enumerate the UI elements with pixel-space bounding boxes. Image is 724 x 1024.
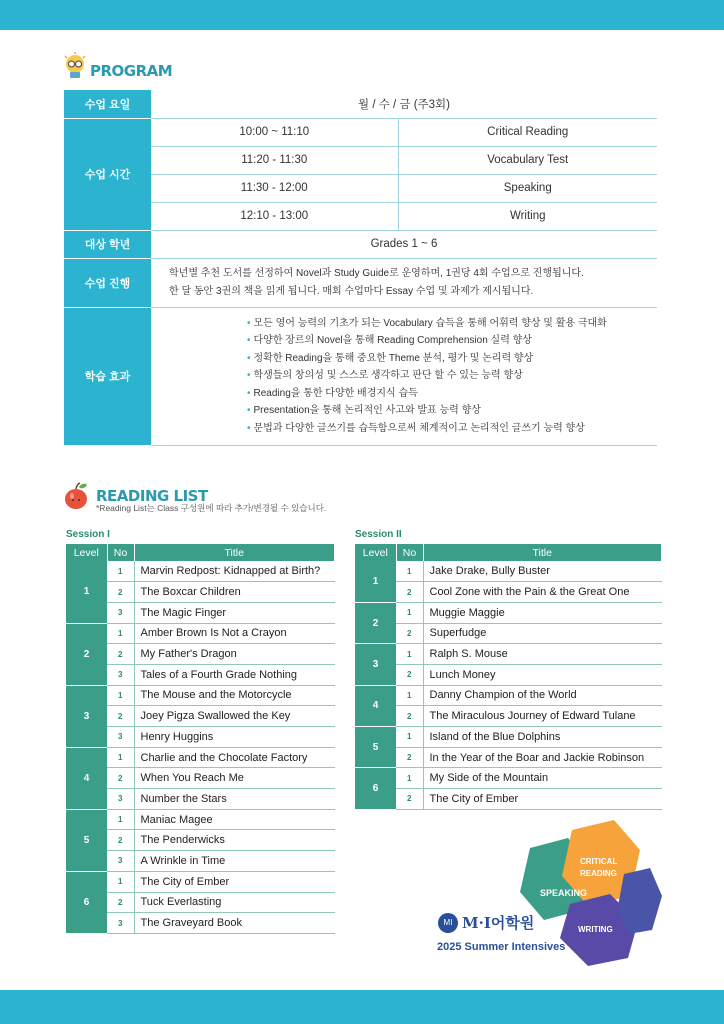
level-cell: 4 [355, 685, 396, 726]
progress-line: 한 달 동안 3권의 책을 읽게 됩니다. 매회 수업마다 Essay 수업 및 과제가 제시됩니다. [169, 285, 534, 297]
table-row [66, 871, 335, 892]
time-slot: 11:30 - 12:00 [151, 174, 398, 202]
table-row [66, 685, 335, 706]
time-slot: 10:00 ~ 11:10 [151, 118, 398, 146]
table-row [66, 809, 335, 830]
level-cell: 4 [66, 747, 107, 809]
number-cell: 2 [396, 623, 423, 644]
number-cell: 3 [107, 664, 134, 685]
number-cell: 2 [107, 582, 134, 603]
program-heading [62, 52, 172, 82]
time-slot: 11:20 - 11:30 [151, 146, 398, 174]
table-row [66, 789, 335, 810]
number-cell: 1 [107, 561, 134, 582]
number-cell: 3 [107, 789, 134, 810]
table-row [66, 768, 335, 789]
table-row [66, 561, 335, 582]
book-title: Cool Zone with the Pain & the Great One [423, 582, 662, 603]
level-cell: 2 [355, 602, 396, 643]
book-title: Danny Champion of the World [423, 685, 662, 706]
number-cell: 2 [396, 582, 423, 603]
session1-table [66, 544, 335, 934]
number-cell: 2 [107, 644, 134, 665]
time-subject: Writing [398, 202, 657, 230]
book-title: Superfudge [423, 623, 662, 644]
session1-title: Session I [66, 529, 110, 540]
book-title: Lunch Money [423, 664, 662, 685]
lightbulb-icon [62, 52, 88, 82]
table-row [66, 851, 335, 872]
book-title: Marvin Redpost: Kidnapped at Birth? [134, 561, 335, 582]
apple-icon [62, 480, 94, 512]
table-row [355, 768, 662, 789]
number-cell: 3 [107, 851, 134, 872]
book-title: The City of Ember [423, 789, 662, 810]
level-header: Level [66, 544, 107, 561]
table-row [66, 644, 335, 665]
book-title: Ralph S. Mouse [423, 644, 662, 665]
list-item: • 정확한 Reading을 통해 중요한 Theme 분석, 평가 및 논리력 향상 [247, 352, 534, 364]
number-cell: 1 [107, 623, 134, 644]
time-subject: Critical Reading [398, 118, 657, 146]
table-row [66, 582, 335, 603]
level-cell: 6 [66, 871, 107, 933]
book-title: When You Reach Me [134, 768, 335, 789]
brand-subtitle: 2025 Summer Intensives [437, 941, 566, 953]
program-table [64, 90, 657, 446]
table-row [66, 892, 335, 913]
list-item: • Presentation을 통해 논리적인 사고와 발표 능력 향상 [247, 405, 481, 417]
number-cell: 3 [107, 913, 134, 934]
table-row [66, 664, 335, 685]
speaking-label: SPEAKING [540, 888, 588, 898]
table-row [355, 727, 662, 748]
level-cell: 5 [355, 727, 396, 768]
book-title: The Boxcar Children [134, 582, 335, 603]
number-cell: 1 [107, 809, 134, 830]
table-row [355, 664, 662, 685]
time-label: 수업 시간 [64, 118, 151, 230]
table-row [355, 685, 662, 706]
table-row [355, 789, 662, 810]
effect-list [151, 309, 657, 444]
number-cell: 1 [107, 747, 134, 768]
table-row [355, 602, 662, 623]
book-title: The Penderwicks [134, 830, 335, 851]
book-title: Maniac Magee [134, 809, 335, 830]
table-row [66, 913, 335, 934]
progress-label: 수업 진행 [64, 258, 151, 307]
reading-title: READING LIST [96, 487, 208, 505]
table-row [355, 582, 662, 603]
level-cell: 3 [355, 644, 396, 685]
critical-label-1: CRITICAL [580, 857, 618, 866]
time-subject: Speaking [398, 174, 657, 202]
time-slot: 12:10 - 13:00 [151, 202, 398, 230]
book-title: A Wrinkle in Time [134, 851, 335, 872]
no-header: No [396, 544, 423, 561]
level-cell: 3 [66, 685, 107, 747]
critical-label-2: READING [580, 869, 617, 878]
top-band [0, 0, 724, 30]
table-row [355, 623, 662, 644]
number-cell: 2 [107, 706, 134, 727]
book-title: Amber Brown Is Not a Crayon [134, 623, 335, 644]
number-cell: 1 [396, 602, 423, 623]
table-row [66, 602, 335, 623]
effect-label: 학습 효과 [64, 307, 151, 445]
logo-mark: MI [438, 913, 458, 933]
list-item: • 문법과 다양한 글쓰기를 습득함으로써 체계적이고 논리적인 글쓰기 능력 향상 [247, 422, 585, 434]
table-row [66, 747, 335, 768]
book-title: The Miraculous Journey of Edward Tulane [423, 706, 662, 727]
number-cell: 3 [107, 727, 134, 748]
no-header: No [107, 544, 134, 561]
progress-text [151, 258, 657, 307]
logo-text: M·I어학원 [462, 914, 535, 932]
title-header: Title [134, 544, 335, 561]
level-cell: 1 [355, 561, 396, 602]
progress-line: 학년별 추천 도서를 선정하여 Novel과 Study Guide로 운영하며, 1권당 4회 수업으로 진행됩니다. [169, 267, 584, 279]
book-title: Island of the Blue Dolphins [423, 727, 662, 748]
book-title: The Graveyard Book [134, 913, 335, 934]
book-title: Tuck Everlasting [134, 892, 335, 913]
number-cell: 2 [107, 892, 134, 913]
table-row [66, 623, 335, 644]
number-cell: 1 [107, 685, 134, 706]
book-title: The Mouse and the Motorcycle [134, 685, 335, 706]
level-cell: 1 [66, 561, 107, 623]
level-cell: 2 [66, 623, 107, 685]
book-title: In the Year of the Boar and Jackie Robinson [423, 747, 662, 768]
number-cell: 2 [396, 664, 423, 685]
book-title: Joey Pigza Swallowed the Key [134, 706, 335, 727]
number-cell: 2 [396, 747, 423, 768]
number-cell: 3 [107, 602, 134, 623]
right-hex [618, 868, 662, 934]
table-row [355, 644, 662, 665]
number-cell: 2 [107, 768, 134, 789]
list-item: • Reading을 통한 다양한 배경지식 습득 [247, 387, 418, 399]
number-cell: 1 [396, 561, 423, 582]
book-title: Muggie Maggie [423, 602, 662, 623]
time-subject: Vocabulary Test [398, 146, 657, 174]
book-title: My Side of the Mountain [423, 768, 662, 789]
reading-note: *Reading List는 Class 구성원에 따라 추가/변경될 수 있습니다. [96, 503, 327, 513]
list-item: • 모든 영어 능력의 기초가 되는 Vocabulary 습득을 통해 어휘력 향상 및 활용 극대화 [247, 317, 607, 329]
table-row [66, 706, 335, 727]
number-cell: 2 [107, 830, 134, 851]
session2-title: Session II [355, 529, 402, 540]
level-header: Level [355, 544, 396, 561]
number-cell: 2 [396, 706, 423, 727]
table-row [66, 727, 335, 748]
effect-list-cell [151, 307, 657, 445]
table-row [66, 830, 335, 851]
writing-label: WRITING [578, 925, 613, 934]
level-cell: 6 [355, 768, 396, 809]
book-title: Number the Stars [134, 789, 335, 810]
program-title: PROGRAM [90, 62, 173, 80]
grade-value: Grades 1 ~ 6 [151, 230, 657, 258]
table-row [355, 561, 662, 582]
days-value: 월 / 수 / 금 (주3회) [151, 90, 657, 118]
title-header: Title [423, 544, 662, 561]
number-cell: 1 [396, 727, 423, 748]
book-title: The Magic Finger [134, 602, 335, 623]
brand-logo [438, 912, 534, 933]
number-cell: 1 [396, 768, 423, 789]
list-item: • 학생들의 창의성 및 스스로 생각하고 판단 할 수 있는 능력 향상 [247, 370, 523, 382]
book-title: The City of Ember [134, 871, 335, 892]
grade-label: 대상 학년 [64, 230, 151, 258]
number-cell: 1 [396, 644, 423, 665]
number-cell: 2 [396, 789, 423, 810]
number-cell: 1 [107, 871, 134, 892]
days-label: 수업 요일 [64, 90, 151, 118]
book-title: Henry Huggins [134, 727, 335, 748]
table-row [355, 747, 662, 768]
list-item: • 다양한 장르의 Novel을 통해 Reading Comprehension 실력 향상 [247, 335, 532, 347]
book-title: Tales of a Fourth Grade Nothing [134, 664, 335, 685]
book-title: Charlie and the Chocolate Factory [134, 747, 335, 768]
level-cell: 5 [66, 809, 107, 871]
bottom-band [0, 990, 724, 1024]
table-row [355, 706, 662, 727]
number-cell: 1 [396, 685, 423, 706]
book-title: My Father's Dragon [134, 644, 335, 665]
book-title: Jake Drake, Bully Buster [423, 561, 662, 582]
session2-table [355, 544, 662, 810]
